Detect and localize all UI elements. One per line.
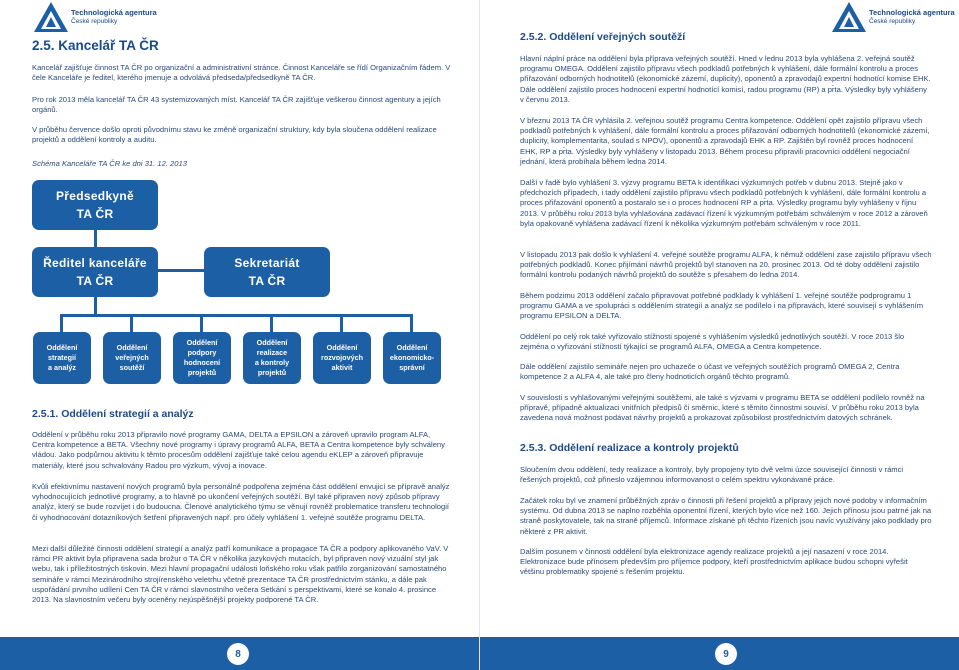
section-2-5-2-paragraph-5: Během podzimu 2013 oddělení začalo připravovat potřebné podklady k vyhlášení 1. veřejné soutěže podprogramu 1 programu GAMA a ve spolupráci s oddělením strategií a analýz se podílelo i na přípravách, které souvisejí s vyhlášením programu EPSILON a DELTA. (520, 291, 924, 321)
page-footer (480, 637, 959, 670)
org-dept-development (313, 332, 371, 384)
org-dept-line: projektů (187, 368, 217, 377)
org-dept-line: podpory (187, 348, 217, 357)
page-number: 8 (227, 643, 249, 665)
org-dept-public-tenders (103, 332, 161, 384)
org-box-line: Předsedkyně (55, 189, 134, 203)
org-connector (200, 314, 203, 332)
org-dept-line: a kontroly (254, 358, 290, 367)
section-2-5-2-paragraph-8: V souvislosti s vyhlašovanými veřejnými soutěžemi, ale také s výzvami v programu BETA se oddělení podílelo rovněž na přípravě, případně aktualizaci vnitřních předpisů či směrnic, které s těmito činnostmi souvisí. V průběhu roku 2013 byla zavedena nová možnost podávat návrhy projektů a prokazovat způsobilost prostřednictvím datových schránek. (520, 393, 925, 423)
tacr-logo (832, 2, 955, 32)
org-dept-evaluation (173, 332, 231, 384)
org-dept-line: veřejných (115, 353, 149, 362)
intro-paragraph-2: Pro rok 2013 měla kancelář TA ČR 43 systemizovaných míst. Kancelář TA ČR zajišťuje veškerou činnost agentury a jejích orgánů. (32, 95, 441, 115)
org-dept-line: hodnocení (183, 358, 221, 367)
org-dept-line: Oddělení (186, 338, 218, 347)
org-box-line: TA ČR (76, 207, 114, 221)
section-2-5-1-paragraph-2: Kvůli efektivnímu nastavení nových programů byla personálně podpořena zejména část oddělení envujicí se přípravě analýz vyhodnocujících jednotlivé programy, a to hlavně po ukončení veřejných soutěží. Byl také připraven nový způsob přípravy analýz, který se bude rozvíjet i do budoucna. Členové analytického týmu se věnují rovněž problematice transferu technologií či vyhodnocování dotazníkových šetření připravených např. pro účely vyhlášení 1. veřejné soutěže programu DELTA. (32, 482, 450, 522)
logo-line2: České republiky (869, 18, 916, 25)
intro-paragraph-1: Kancelář zajišťuje činnost TA ČR po organizační a administrativní stránce. Činnost Kanceláře se řídí Organizačním řádem. V čele Kanceláře je ředitel, kterého jmenuje a odvolává předseda/předsedkyně TA ČR. (32, 63, 451, 83)
section-2-5-1-paragraph-1: Oddělení v průběhu roku 2013 připravilo nové programy GAMA, DELTA a EPSILON a zároveň upravilo program ALFA, Centra kompetence a BETA. Všechny nové programy i úpravy programů ALFA, BETA a Centra kompetence byly schváleny vládou. Jako podpůrnou aktivitu k těmto procesům oddělení zajišťuje také celou agendu eKLEP a zároveň připravuje materiály, které jsou schvalovány Radou pro výzkum, vývoj a inovace. (32, 430, 445, 470)
org-dept-realization (243, 332, 301, 384)
schema-caption: Schéma Kanceláře TA ČR ke dni 31. 12. 2013 (32, 159, 187, 168)
org-dept-line: správní (399, 363, 425, 372)
org-dept-line: rozvojových (321, 353, 363, 362)
org-connector (60, 314, 413, 317)
intro-paragraph-3: V průběhu července došlo oproti původnímu stavu ke změně organizační struktury, kdy byla sloučena oddělení realizace projektů a oddělení kontroly a auditu. (32, 125, 437, 145)
org-dept-line: strategií (48, 353, 76, 362)
section-2-5-2-paragraph-7: Dále oddělení zajistilo semináře nejen pro uchazeče o účast ve veřejných soutěžích programů OMEGA 2, Centra kompetence 2 a ALFA 4, ale také pro členy hodnoticích orgánů těchto programů. (520, 362, 900, 382)
org-dept-line: aktivit (331, 363, 353, 372)
org-dept-line: Oddělení (116, 343, 148, 352)
section-2-5-3-paragraph-2: Začátek roku byl ve znamení průběžných zpráv o činnosti při řešení projektů a přípravy jejich nové podoby v informačním systému. Od dubna 2013 se naplno rozběhla oponentní řízení, kterých bylo více než 160. Jejich přínosu jsou patrné jak na straně poskytovatele, tak na straně příjemců. Informace získané při těchto řízeních jsou navíc využívány jako podklady pro některé z PR aktivit. (520, 496, 932, 536)
page-number: 9 (715, 643, 737, 665)
org-dept-economic (383, 332, 441, 384)
section-2-5-2-paragraph-3: Další v řadě bylo vyhlášení 3. výzvy programu BETA k identifikaci výzkumných potřeb v dubnu 2013. Stejně jako v předchozích případech, i tady oddělení zajistilo přípravu všech podkladů potřebných k vyhlášení, dále formální kontrolu a proces přiřazování oponentů a postaralo se i o proces hodnocení RP a pr̄ta. Výsledky programu byly vyhlášeny v říjnu 2013. V průběhu roku 2013 byla vyhlašována zadávací řízení k výzkumným potřebám schváleným v roce 2012 a zároveň byla opakovaně vyhlášena zadávací řízení k několika výzkumným potřebám schváleným v roce 2011. (520, 178, 928, 228)
section-2-5-2-paragraph-4: V listopadu 2013 pak došlo k vyhlášení 4. veřejné soutěže programu ALFA, k němuž oddělení zase zajistilo přípravu všech potřebných podkladů. Konec přijímání návrhů projektů byl stanoven na 20. prosinec 2013. Od té doby oddělení zajistilo formální kontrolu podaných návrhů projektů do soutěže s přesahem do ledna 2014. (520, 250, 932, 280)
section-2-5-3-paragraph-3: Dalším posunem v činnosti oddělení byla elektronizace agendy realizace projektů a její nasazení v roce 2014. Elektronizace bude přínosem především pro příjemce podpory, kteří prostřednictvím aplikace budou schopni vyřešit většinu problematiky spojené s řešením projektu. (520, 547, 908, 577)
tacr-logo (34, 2, 157, 32)
page-footer (0, 637, 479, 670)
section-2-5-1-paragraph-3: Mezi další důležité činnosti oddělení strategií a analýz patří komunikace a propagace TA ČR a podpory aplikovaného VaV. V rámci PR aktivit byla připravena sada brožur o TA ČR v několika jazykových mutacích, byl připraven nový vizuální styl jak webu, tak i příležitostných tiskovin. Mezi hlavní propagační události loňského roku však patřilo zorganizování samostatného semináře v rámci Mezinárodního strojírenského veletrhu včetně prezentace TA ČR prostřednictvím stánku, a dále pak uspořádání prvního udílení Cen TA ČR v rámci slavnostního večera Setkání s perspektivami, které se konalo 4. prosince 2013. Na slavnostním večeru byly oceněny nejúspěšnější projekty podporené TA ČR. (32, 544, 449, 605)
section-2-5-2-paragraph-2: V březnu 2013 TA ČR vyhlásila 2. veřejnou soutěž programu Centra kompetence. Oddělení opět zajistilo přípravu všech podkladů potřebných k vyhlášení, dále formální kontrolu a proces přiřazování odborných hodnotitelů (ekonomické zázemí, duplicity, komplementarita, soulad s NPOV), oponentů a zpravodajů EHK a RP. Zajištěn byl rovněž proces hodnocení EHK, RP a pr̄ta. Výsledky byly vyhlášeny v listopadu 2013. Během procesu připravili pracovníci oddělení negociační jednání, která probíhala během ledna 2014. (520, 116, 930, 166)
logo-line2: České republiky (71, 18, 118, 25)
org-connector (270, 314, 273, 332)
section-2-5-2-paragraph-1: Hlavní náplní práce na oddělení byla příprava veřejných soutěží. Hned v lednu 2013 byla vyhlášena 2. veřejná soutěž programu OMEGA. Oddělení zajistilo přípravu všech podkladů potřebných k vyhlášení, dále formální kontrolu a proces přiřazování odborných hodnotitelů (ekonomické zázemí, duplicity), oponentů a zpravodajů expertní hodnotící komise EHK. Dále oddělení zajistilo proces hodnocení expertní hodnotící komisí, radou programu (RP) a pr̄ta. Výsledky byly vyhlášeny v červnu 2013. (520, 54, 931, 104)
page-title: 2.5. Kancelář TA ČR (32, 38, 159, 53)
org-connector (410, 314, 413, 332)
section-2-5-3-title: 2.5.3. Oddělení realizace a kontroly projektů (520, 442, 739, 454)
org-dept-line: projektů (257, 368, 287, 377)
logo-line1: Technologická agentura (71, 8, 157, 17)
section-2-5-2-paragraph-6: Oddělení po celý rok také vyřizovalo stížnosti spojené s vyhlášením výsledků jednotlivých soutěží. V roce 2013 šlo zejména o vyřizování stížností týkající se programů ALFA, OMEGA a Centra kompetence. (520, 332, 905, 352)
tacr-logo-icon (34, 2, 68, 32)
org-box-director (32, 247, 158, 297)
tacr-logo-icon (832, 2, 866, 32)
org-box-line: TA ČR (248, 274, 286, 288)
org-box-chair (32, 180, 158, 230)
org-box-line: Sekretariát (234, 256, 300, 270)
right-page (480, 0, 959, 670)
org-dept-line: realizace (256, 348, 288, 357)
org-dept-strategy (33, 332, 91, 384)
org-dept-line: Oddělení (396, 343, 428, 352)
org-dept-line: soutěží (119, 363, 145, 372)
org-connector (94, 228, 97, 248)
org-connector (130, 314, 133, 332)
section-2-5-1-title: 2.5.1. Oddělení strategií a analýz (32, 408, 194, 420)
section-2-5-2-title: 2.5.2. Oddělení veřejných soutěží (520, 31, 686, 43)
org-dept-line: Oddělení (326, 343, 358, 352)
org-connector (340, 314, 343, 332)
org-dept-line: a analýz (48, 363, 76, 372)
org-box-line: TA ČR (76, 274, 114, 288)
org-dept-line: ekonomicko- (389, 353, 435, 362)
org-connector (94, 297, 97, 315)
section-2-5-3-paragraph-1: Sloučením dvou oddělení, tedy realizace a kontroly, byly propojeny tyto dvě velmi úzce související činnosti v rámci řešených projektů, což přineslo vzájemnou informovanost o celém spektru vykonávané práce. (520, 465, 904, 485)
org-dept-line: Oddělení (256, 338, 288, 347)
org-box-line: Ředitel kanceláře (43, 256, 147, 270)
org-connector (60, 314, 63, 332)
org-dept-line: Oddělení (46, 343, 78, 352)
org-box-secretariat (204, 247, 330, 297)
logo-line1: Technologická agentura (869, 8, 955, 17)
